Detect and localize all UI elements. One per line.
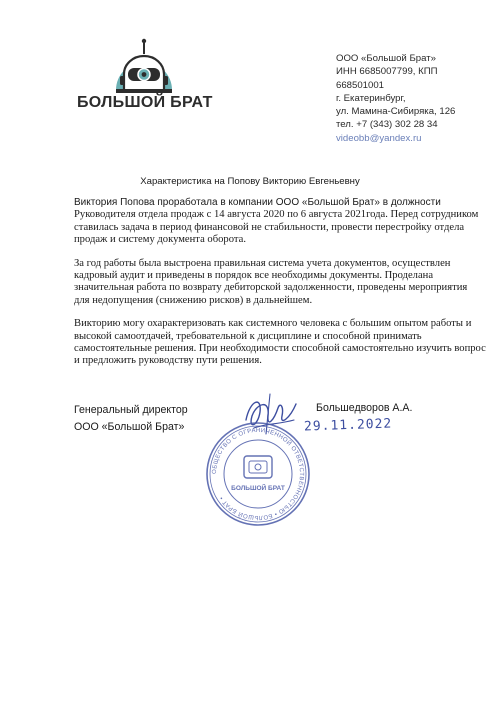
paragraph-line: ставилась задача в период финансовой не стабильности, провести перестройку отдела xyxy=(74,221,465,233)
svg-text:ОБЩЕСТВО С ОГРАНИЧЕННОЙ ОТВЕТС xyxy=(212,428,304,520)
paragraph xyxy=(74,257,468,308)
company-requisites xyxy=(336,52,486,145)
logo-brand-name: БОЛЬШОЙ БРАТ xyxy=(77,94,213,111)
paragraph-line: Викторию могу охарактеризовать как системного человека с большим опытом работы и xyxy=(74,318,472,330)
paragraph-line: для недопущения (снижению рисков) в дальнейшем. xyxy=(74,294,313,306)
paragraph xyxy=(74,197,479,247)
requisites-line: ул. Мамина-Сибиряка, 126 xyxy=(336,106,456,118)
paragraph-line: значительная работа по возврату дебиторской задолженности, проведены мероприятия xyxy=(74,282,468,294)
paragraph-line: высокой самоотдачей, требовательной к дисциплине и способной принимать xyxy=(74,330,422,342)
paragraph-line: и предложить руководству пути решения. xyxy=(74,355,262,367)
requisites-line: 668501001 xyxy=(336,79,385,91)
robot-head-icon xyxy=(111,38,177,98)
signer-position xyxy=(74,402,188,435)
company-stamp xyxy=(204,420,312,528)
paragraph xyxy=(74,318,486,368)
stamp-center-text: БОЛЬШОЙ БРАТ xyxy=(231,485,285,492)
document-title: Характеристика на Попову Викторию Евгеньевну xyxy=(140,176,360,187)
email-link[interactable]: videobb@yandex.ru xyxy=(336,132,422,144)
paragraph-line: самостоятельные решения. При необходимости способной самостоятельно изучить вопрос xyxy=(74,343,486,355)
paragraph-line: продаж и систему документа оборота. xyxy=(74,234,246,246)
requisites-line: г. Екатеринбург, xyxy=(336,92,406,104)
handwritten-date: 29.11.2022 xyxy=(303,416,393,435)
document-body xyxy=(74,197,486,379)
signer-name: Большедворов А.А. xyxy=(316,402,413,414)
paragraph-line: Руководителя отдела продаж с 14 августа 2020 по 6 августа 2021года. Перед сотрудником xyxy=(74,209,479,221)
signer-company: ООО «Большой Брат» xyxy=(74,420,185,433)
paragraph-line: Виктория Попова проработала в компании ООО «Большой Брат» в должности xyxy=(74,197,441,208)
paragraph-line: кадровый аудит и приведены в порядок все необходимы документы. Проделана xyxy=(74,270,434,282)
requisites-line: ИНН 6685007799, КПП xyxy=(336,66,438,78)
paragraph-line: За год работы была выстроена правильная система учета документов, осуществлен xyxy=(74,257,451,269)
company-logo xyxy=(74,38,214,118)
stamp-ring-text: ОБЩЕСТВО С ОГРАНИЧЕННОЙ ОТВЕТСТВЕННОСТЬЮ • БОЛЬШОЙ БРАТ • xyxy=(211,427,305,521)
requisites-line: ООО «Большой Брат» xyxy=(336,53,436,64)
requisites-line: тел. +7 (343) 302 28 34 xyxy=(336,119,438,131)
position-title: Генеральный директор xyxy=(74,404,188,416)
